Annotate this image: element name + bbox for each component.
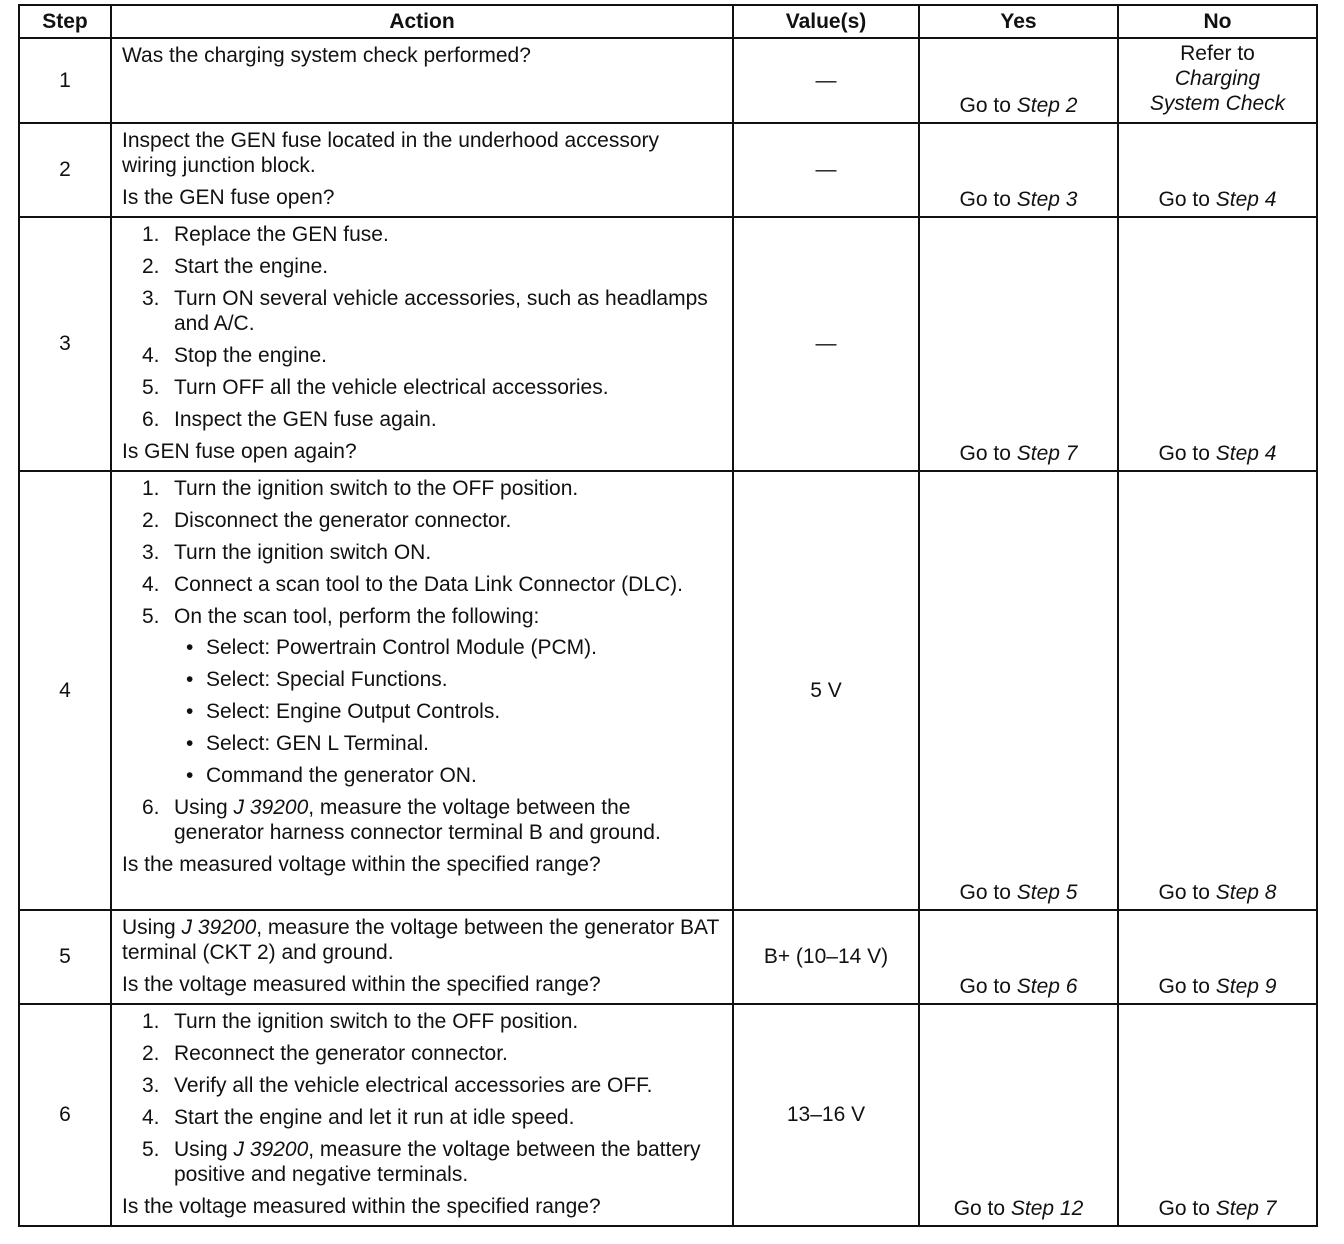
yes-target: Step 7 [1016,442,1078,465]
tool-name: J 39200 [233,796,309,819]
value-cell [733,1004,919,1226]
list-item: 4. Stop the engine. [142,344,327,367]
no-line-3: System Check [1149,92,1286,115]
question-text: Is the GEN fuse open? [122,186,335,209]
action-cell [111,123,733,217]
no-prefix: Go to [1158,188,1216,211]
value-cell [733,38,919,123]
list-item: 3. Turn the ignition switch ON. [142,541,432,564]
header-no: No [1118,5,1317,38]
value-cell [733,471,919,910]
action-cell [111,910,733,1004]
list-item: 6. Using J 39200, measure the voltage between the generator harness connector terminal B and ground. [142,796,661,844]
list-item: 1. Turn the ignition switch to the OFF position. [142,477,579,500]
value-text: 13–16 V [786,1103,866,1126]
yes-target: Step 12 [1010,1197,1084,1220]
list-item: 4. Start the engine and let it run at idle speed. [142,1106,575,1129]
yes-target: Step 6 [1016,975,1078,998]
no-cell [1118,471,1317,910]
no-target: Step 9 [1215,975,1277,998]
list-item: 2. Reconnect the generator connector. [142,1042,508,1065]
list-item: 4. Connect a scan tool to the Data Link Connector (DLC). [142,573,683,596]
question-text: Is GEN fuse open again? [122,440,357,463]
table-row [19,123,1317,217]
no-cell [1118,217,1317,471]
list-item: 5. Turn OFF all the vehicle electrical accessories. [142,376,609,399]
header-action: Action [111,5,733,38]
yes-prefix: Go to [959,94,1017,117]
question-text: Was the charging system check performed? [122,44,531,67]
question-text: Is the measured voltage within the specified range? [122,853,601,876]
list-item: 2. Start the engine. [142,255,329,278]
list-item: 6. Inspect the GEN fuse again. [142,408,437,431]
yes-cell [919,1004,1118,1226]
sub-list [174,635,724,788]
header-values: Value(s) [733,5,919,38]
action-text: Inspect the GEN fuse located in the underhood accessory [122,129,659,152]
no-prefix: Go to [1158,881,1216,904]
action-cell [111,471,733,910]
sub-list-item: • Select: Engine Output Controls. [174,699,724,724]
tool-name: J 39200 [233,1138,309,1161]
yes-cell [919,217,1118,471]
header-step: Step [19,5,111,38]
yes-prefix: Go to [959,881,1017,904]
diagnostic-table [18,4,1318,1227]
value-text: — [815,68,837,92]
step-list [122,1009,724,1187]
step-number: 6 [19,1004,111,1226]
no-target: Step 4 [1215,188,1277,211]
value-text: — [815,332,837,355]
yes-prefix: Go to [959,442,1017,465]
yes-cell [919,123,1118,217]
table-row [19,1004,1317,1226]
yes-prefix: Go to [953,1197,1011,1220]
table-row [19,471,1317,910]
step-list [122,476,724,845]
sub-list-item: • Select: Special Functions. [174,667,724,692]
step-number: 2 [19,123,111,217]
no-target: Step 8 [1215,881,1277,904]
no-prefix: Go to [1158,1197,1216,1220]
step-number: 4 [19,471,111,910]
action-cell [111,217,733,471]
step-list [122,222,724,432]
no-line-2: Charging [1174,67,1261,90]
no-target: Step 7 [1215,1197,1277,1220]
value-cell [733,123,919,217]
step-number: 5 [19,910,111,1004]
list-item: 5. On the scan tool, perform the following: • Select: Powertrain Control Module (PCM). • Select: Special Functions. • Select: Engine Output Controls. • Select: GEN L Terminal. • Command the generator ON. [122,604,724,788]
step-number: 3 [19,217,111,471]
step-number: 1 [19,38,111,123]
list-item: 1. Turn the ignition switch to the OFF position. [142,1010,579,1033]
yes-prefix: Go to [959,975,1017,998]
no-cell [1118,1004,1317,1226]
no-prefix: Go to [1158,442,1216,465]
yes-target: Step 5 [1016,881,1078,904]
no-line-1: Refer to [1180,42,1255,65]
sub-list-item: • Select: GEN L Terminal. [174,731,724,756]
no-prefix: Go to [1158,975,1216,998]
sub-list-item: • Select: Powertrain Control Module (PCM). [174,635,724,660]
value-text: 5 V [810,678,842,702]
sub-list-item: • Command the generator ON. [174,763,724,788]
question-text: Is the voltage measured within the specified range? [122,1195,601,1218]
question-text: Is the voltage measured within the specified range? [122,973,601,996]
no-cell [1118,910,1317,1004]
yes-cell [919,910,1118,1004]
action-text: wiring junction block. [122,154,316,177]
value-cell [733,217,919,471]
action-cell [111,1004,733,1226]
list-item: 3. Turn ON several vehicle accessories, such as headlamps and A/C. [142,287,708,335]
value-text: B+ (10–14 V) [763,945,889,968]
tool-name: J 39200 [181,916,257,939]
value-text: — [815,158,837,181]
yes-target: Step 3 [1016,188,1078,211]
action-text: Using J 39200, measure the voltage between the generator BAT terminal (CKT 2) and ground. [122,916,719,964]
no-target: Step 4 [1215,442,1277,465]
list-item: 5. Using J 39200, measure the voltage between the battery positive and negative terminals. [142,1138,701,1186]
list-item: 1. Replace the GEN fuse. [142,223,389,246]
list-item: 3. Verify all the vehicle electrical accessories are OFF. [142,1074,653,1097]
no-cell [1118,123,1317,217]
yes-cell [919,471,1118,910]
yes-prefix: Go to [959,188,1017,211]
header-row [19,5,1317,38]
action-cell [111,38,733,123]
no-cell [1118,38,1317,123]
yes-cell [919,38,1118,123]
yes-target: Step 2 [1016,94,1078,117]
table-row [19,910,1317,1004]
table-row [19,217,1317,471]
list-item: 2. Disconnect the generator connector. [142,509,512,532]
table-row [19,38,1317,123]
header-yes: Yes [919,5,1118,38]
value-cell [733,910,919,1004]
